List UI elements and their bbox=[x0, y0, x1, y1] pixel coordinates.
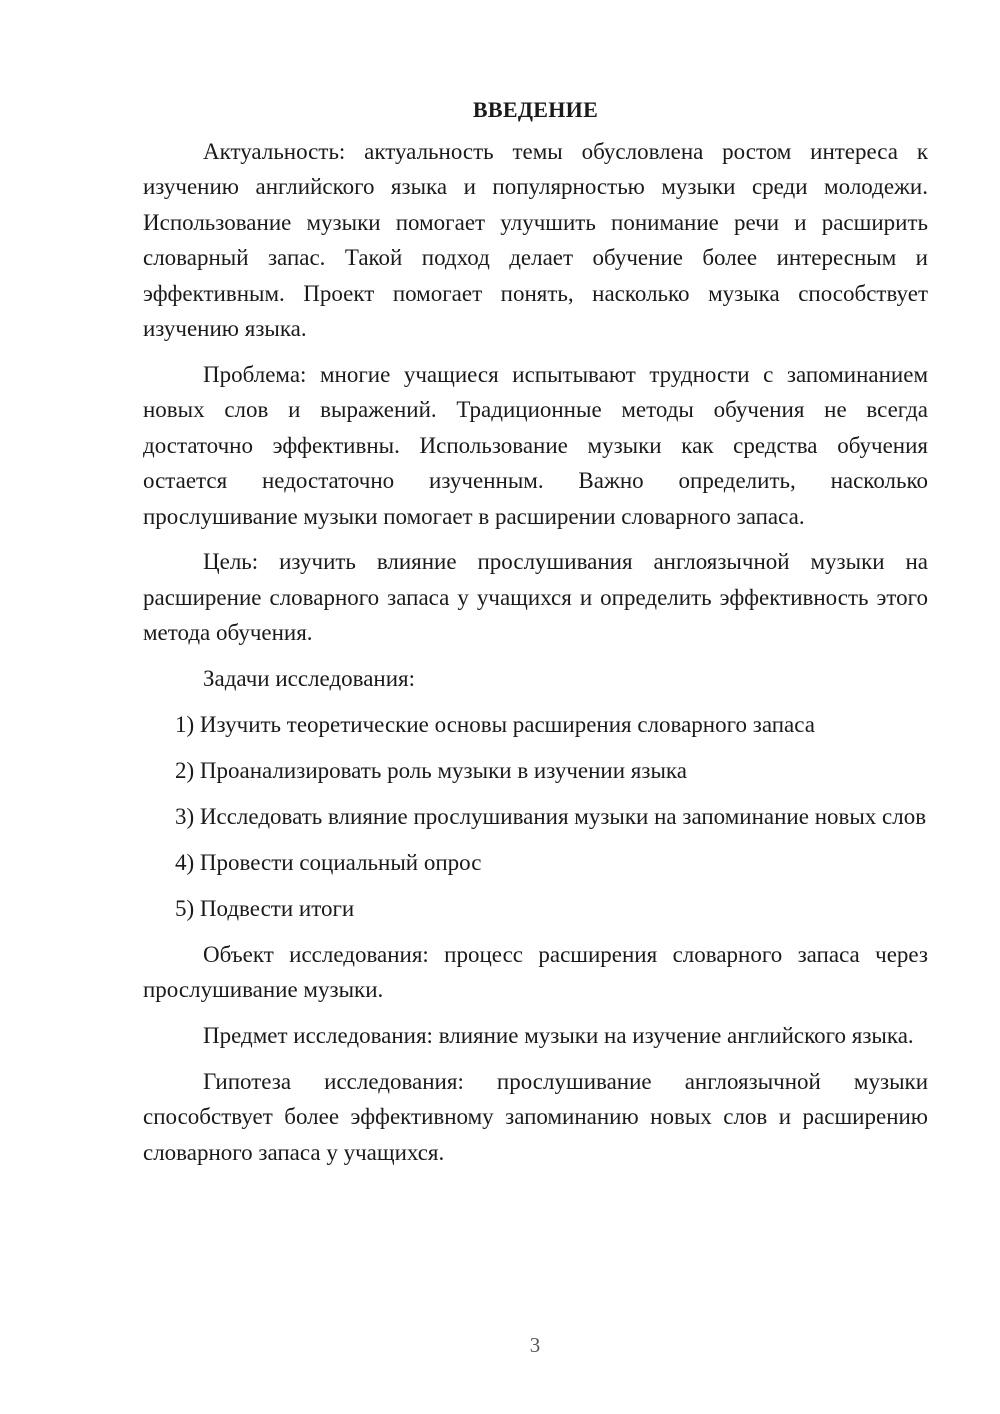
hypothesis-paragraph: Гипотеза исследования: прослушивание англоязычной музыки способствует более эффективному запоминанию новых слов и расширению словарного запаса у учащихся. bbox=[143, 1068, 928, 1165]
task-item-5: 5) Подвести итоги bbox=[175, 895, 355, 921]
page-number: 3 bbox=[529, 1333, 541, 1357]
tasks-heading: Задачи исследования: bbox=[203, 666, 416, 692]
task-item-1: 1) Изучить теоретические основы расширения словарного запаса bbox=[175, 712, 815, 738]
task-item-2: 2) Проанализировать роль музыки в изучении языка bbox=[175, 758, 687, 783]
task-item-3: 3) Исследовать влияние прослушивания музыки на запоминание новых слов bbox=[175, 803, 927, 829]
problem-paragraph: Проблема: многие учащиеся испытывают трудности с запоминанием новых слов и выражений. Традиционные методы обучения не всегда достаточно эффективны. Использование музыки как средства обучения остается недостаточно изученным. Важно определить, насколько прослушивание музыки помогает в расширении словарного запаса. bbox=[143, 361, 928, 529]
task-item-4: 4) Провести социальный опрос bbox=[175, 849, 482, 875]
object-paragraph: Объект исследования: процесс расширения словарного запаса через прослушивание музыки. bbox=[143, 941, 928, 1003]
goal-paragraph: Цель: изучить влияние прослушивания англоязычной музыки на расширение словарного запаса у учащихся и определить эффективность этого метода обучения. bbox=[143, 549, 928, 646]
document-page bbox=[143, 92, 928, 1181]
subject-paragraph: Предмет исследования: влияние музыки на изучение английского языка. bbox=[203, 1022, 914, 1048]
relevance-paragraph: Актуальность: актуальность темы обусловлена ростом интереса к изучению английского языка и популярностью музыки среди молодежи. Использование музыки помогает улучшить понимание речи и расширить словарный запас. Такой подход делает обучение более интересным и эффективным. Проект помогает понять, насколько музыка способствует изучению языка. bbox=[143, 139, 928, 342]
page-title: ВВЕДЕНИЕ bbox=[472, 97, 599, 122]
